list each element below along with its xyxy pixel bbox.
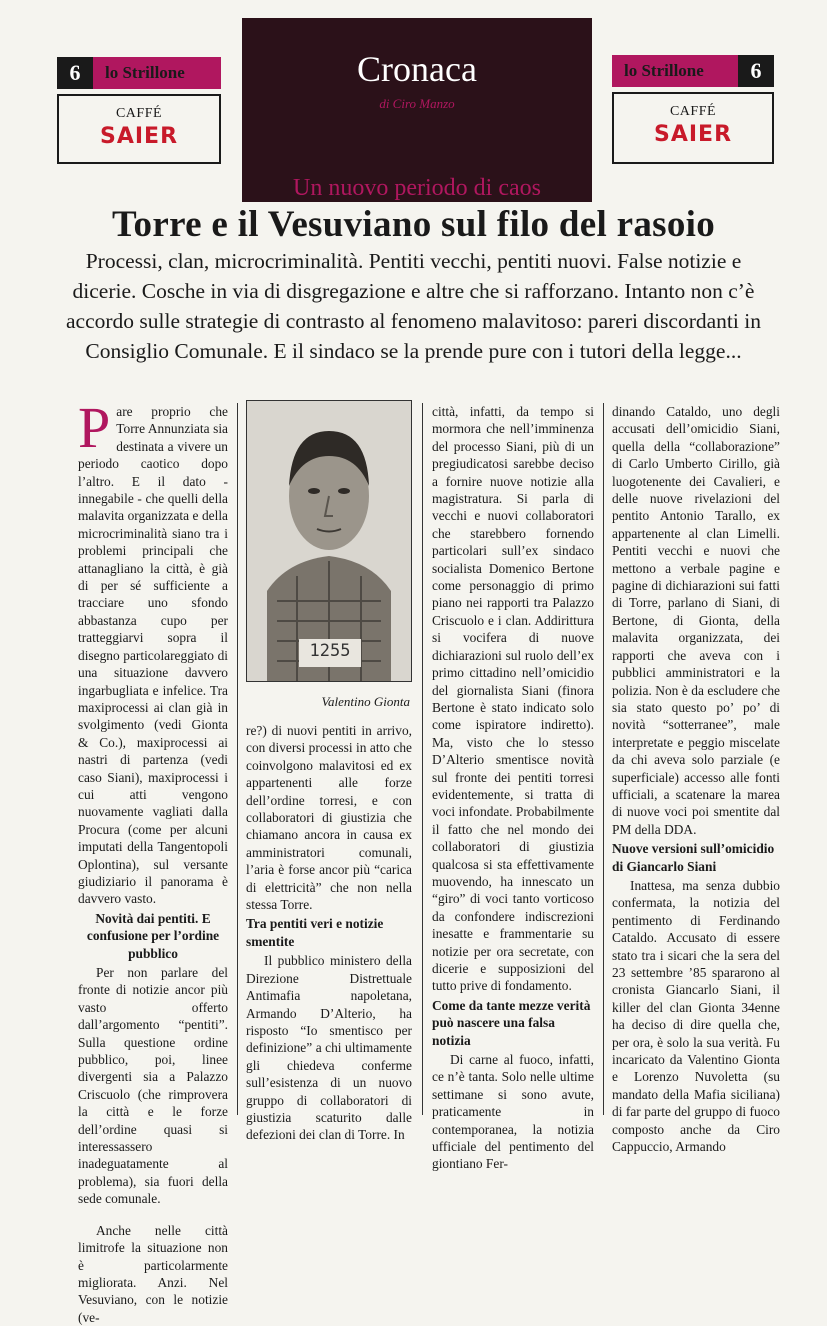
paragraph: Di carne al fuoco, infatti, ce n’è tanta. Solo nelle ultime settimane si sono avute, praticamente in contemporanea, la notizia ufficiale del pentimento del giontiano Fer- xyxy=(432,1052,594,1172)
column-rule xyxy=(237,403,238,1115)
kicker: Un nuovo periodo di caos xyxy=(293,175,541,201)
paragraph: Per non parlare del fronte di notizie ancor più vasto offerto dall’argomento “pentiti”. Sulla questione ordine pubblico, poi, linee divergenti sia a Palazzo Criscuolo (che rimprovera la città e le forze dell’ordine quasi si interessassero inadeguatamente al problema), sia fuori della sede comunale. xyxy=(78,965,228,1207)
paragraph: Pare proprio che Torre Annunziata sia destinata a vivere un periodo caotico dopo l’altro. E il dato - innegabile - che quelli della malavita organizzata e della microcriminalità siano tra i problemi principali che attanagliano la città, è già di per sé sufficiente a tracciare uno sfondo abbastanza cupo per tratteggiarvi sopra il disegno particolareggiato di una situazione davvero ingarbugliata e infelice. Tra maxiprocessi ai clan già in svolgimento (vedi Gionta & Co.), maxiprocessi ai nastri di partenza (vedi caso Siani), maxiprocessi i cui atti vengono nuovamente vagliati dalla Procura (come per alcuni imputati della Tangentopoli Oplontina), sul versante giudiziario il panorama è davvero vasto. xyxy=(78,395,228,907)
column-4 xyxy=(612,403,780,1155)
ad-line2: SAIER xyxy=(99,124,179,149)
portrait-photo xyxy=(246,400,412,682)
photo-caption: Valentino Gionta xyxy=(321,694,410,709)
section-name-left: lo Strillone xyxy=(105,63,185,82)
paragraph: dinando Cataldo, uno degli accusati dell’omicidio Siani, quella della “collaborazione” di Carlo Umberto Cirillo, già luogotenente dei Cavalieri, e delle nuove rivelazioni del pentito Antonio Tarallo, ex appartenente al clan Limelli. Pentiti vecchi e nuovi che mettono a verbale pagine e pagine di dichiarazioni sui fatti di Torre, parlano di Siani, di Bertone, di Gionta, della malavita organizzata, dei rapporti che aveva con i pubblici amministratori e la polizia. Non è da escludere che sia stato questo po’ po’ di novità “sotterranee”, male interpretate e peggio miscelate da chi aveva solo parziale (e superficiale) accesso alle fonti ufficiali, a scatenare la marea di nuove voci poi smentite dal PM della DDA. xyxy=(612,404,780,837)
byline: di Ciro Manzo xyxy=(379,96,455,111)
column-2 xyxy=(246,722,412,1144)
page-number-left: 6 xyxy=(57,57,93,89)
ad-caffe-saier-right xyxy=(612,92,774,164)
section-rubric: Cronaca xyxy=(357,49,477,89)
left-page-tab xyxy=(57,57,221,89)
paragraph: re?) di nuovi pentiti in arrivo, con diversi processi in atto che coinvolgono malavitosi ed ex appartenenti alle forze dell’ordine torresi, e con collaboratori di giustizia che chiamano ancora in causa ex amministratori comunali, l’aria è forse ancor più “carica di elettricità” che non nella stessa Torre. xyxy=(246,723,412,913)
ad-line2: SAIER xyxy=(653,122,733,147)
column-rule xyxy=(603,403,604,1115)
lede: Processi, clan, microcriminalità. Pentiti vecchi, pentiti nuovi. False notizie e dicerie. Cosche in via di disgregazione e altre che si rafforzano. Intanto non c’è accordo sulle strategie di contrasto al fenomeno malavitoso: pareri discordanti in Consiglio Comunale. E il sindaco se la prende pure con i tutori della legge... xyxy=(66,249,761,363)
column-3 xyxy=(432,403,594,1173)
portrait-illustration xyxy=(247,401,411,681)
subheading: Come da tante mezze verità può nascere una falsa notizia xyxy=(432,997,591,1048)
right-page-tab xyxy=(612,55,774,87)
section-banner xyxy=(242,18,592,202)
ad-line1: CAFFÉ xyxy=(115,106,163,121)
subheading: Nuove versioni sull’omicidio di Giancarlo Siani xyxy=(612,841,775,874)
paragraph: città, infatti, da tempo si mormora che nell’imminenza del processo Siani, più di un pregiudicatosi sarebbe deciso a fornire nuove notizie alla magistratura. Si parla di vecchi e nuovi collaboratori che starebbero fornendo particolari sull’ex sindaco socialista Domenico Bertone come personaggio di primo piano nei rapporti tra Palazzo Criscuolo e i clan. Addirittura si vocifera di nuove dichiarazioni sul ruolo dell’ex primo cittadino nell’omicidio del giornalista Siani (finora Bertone è stato indicato solo come ispiratore indiretto). Ma, visto che lo stesso D’Alterio smentisce novità sul fronte dei pentiti torresi evidentemente, si tratta di voci infondate. Probabilmente il fatto che nel mondo dei collaboratori di giustizia qualcosa si sta effettivamente muovendo, ha innescato un “giro” di voci tanto vorticoso da confondere indiscrezioni inesatte e frammentarie su notizie per ora secretate, con dicerie e supposizioni del tutto prive di fondamento. xyxy=(432,404,594,994)
photo-tag: 1255 xyxy=(309,641,351,661)
subheading: Novità dai pentiti. E confusione per l’ordine pubblico xyxy=(86,910,220,961)
column-1 xyxy=(78,395,228,1326)
ad-caffe-saier-left xyxy=(57,94,221,164)
subheading: Tra pentiti veri e notizie smentite xyxy=(246,916,384,949)
ad-line1: CAFFÉ xyxy=(669,104,717,119)
paragraph: Anche nelle città limitrofe la situazione non è particolarmente migliorata. Anzi. Nel Vesuviano, con le notizie (ve- xyxy=(78,1222,228,1325)
paragraph: Inattesa, ma senza dubbio confermata, la notizia del pentimento di Ferdinando Cataldo. Accusato di essere stato tra i sicari che la sera del 23 settembre ’85 spararono al cronista Giancarlo Siani, il killer del clan Gionta 34enne ha deciso di dire quella che, per ora, è solo la sua verità. Fu incaricato da Valentino Gionta e Lorenzo Nuvoletta (su mandato della Mafia siciliana) di far parte del gruppo di fuoco composto anche da Ciro Cappuccio, Armando xyxy=(612,877,780,1155)
column-rule xyxy=(422,403,423,1115)
headline: Torre e il Vesuviano sul filo del rasoio xyxy=(111,204,716,245)
dropcap: P xyxy=(78,395,111,460)
page-number-right: 6 xyxy=(738,55,774,87)
paragraph: Il pubblico ministero della Direzione Distrettuale Antimafia napoletana, Armando D’Alterio, ha risposto “Io smentisco per definizione” a chi ultimamente gli chiedeva conferme sull’esistenza di un nuovo gruppo di collaboratori di giustizia scaturito dalle defezioni dei clan di Torre. In xyxy=(246,953,412,1143)
section-name-right: lo Strillone xyxy=(624,61,704,80)
